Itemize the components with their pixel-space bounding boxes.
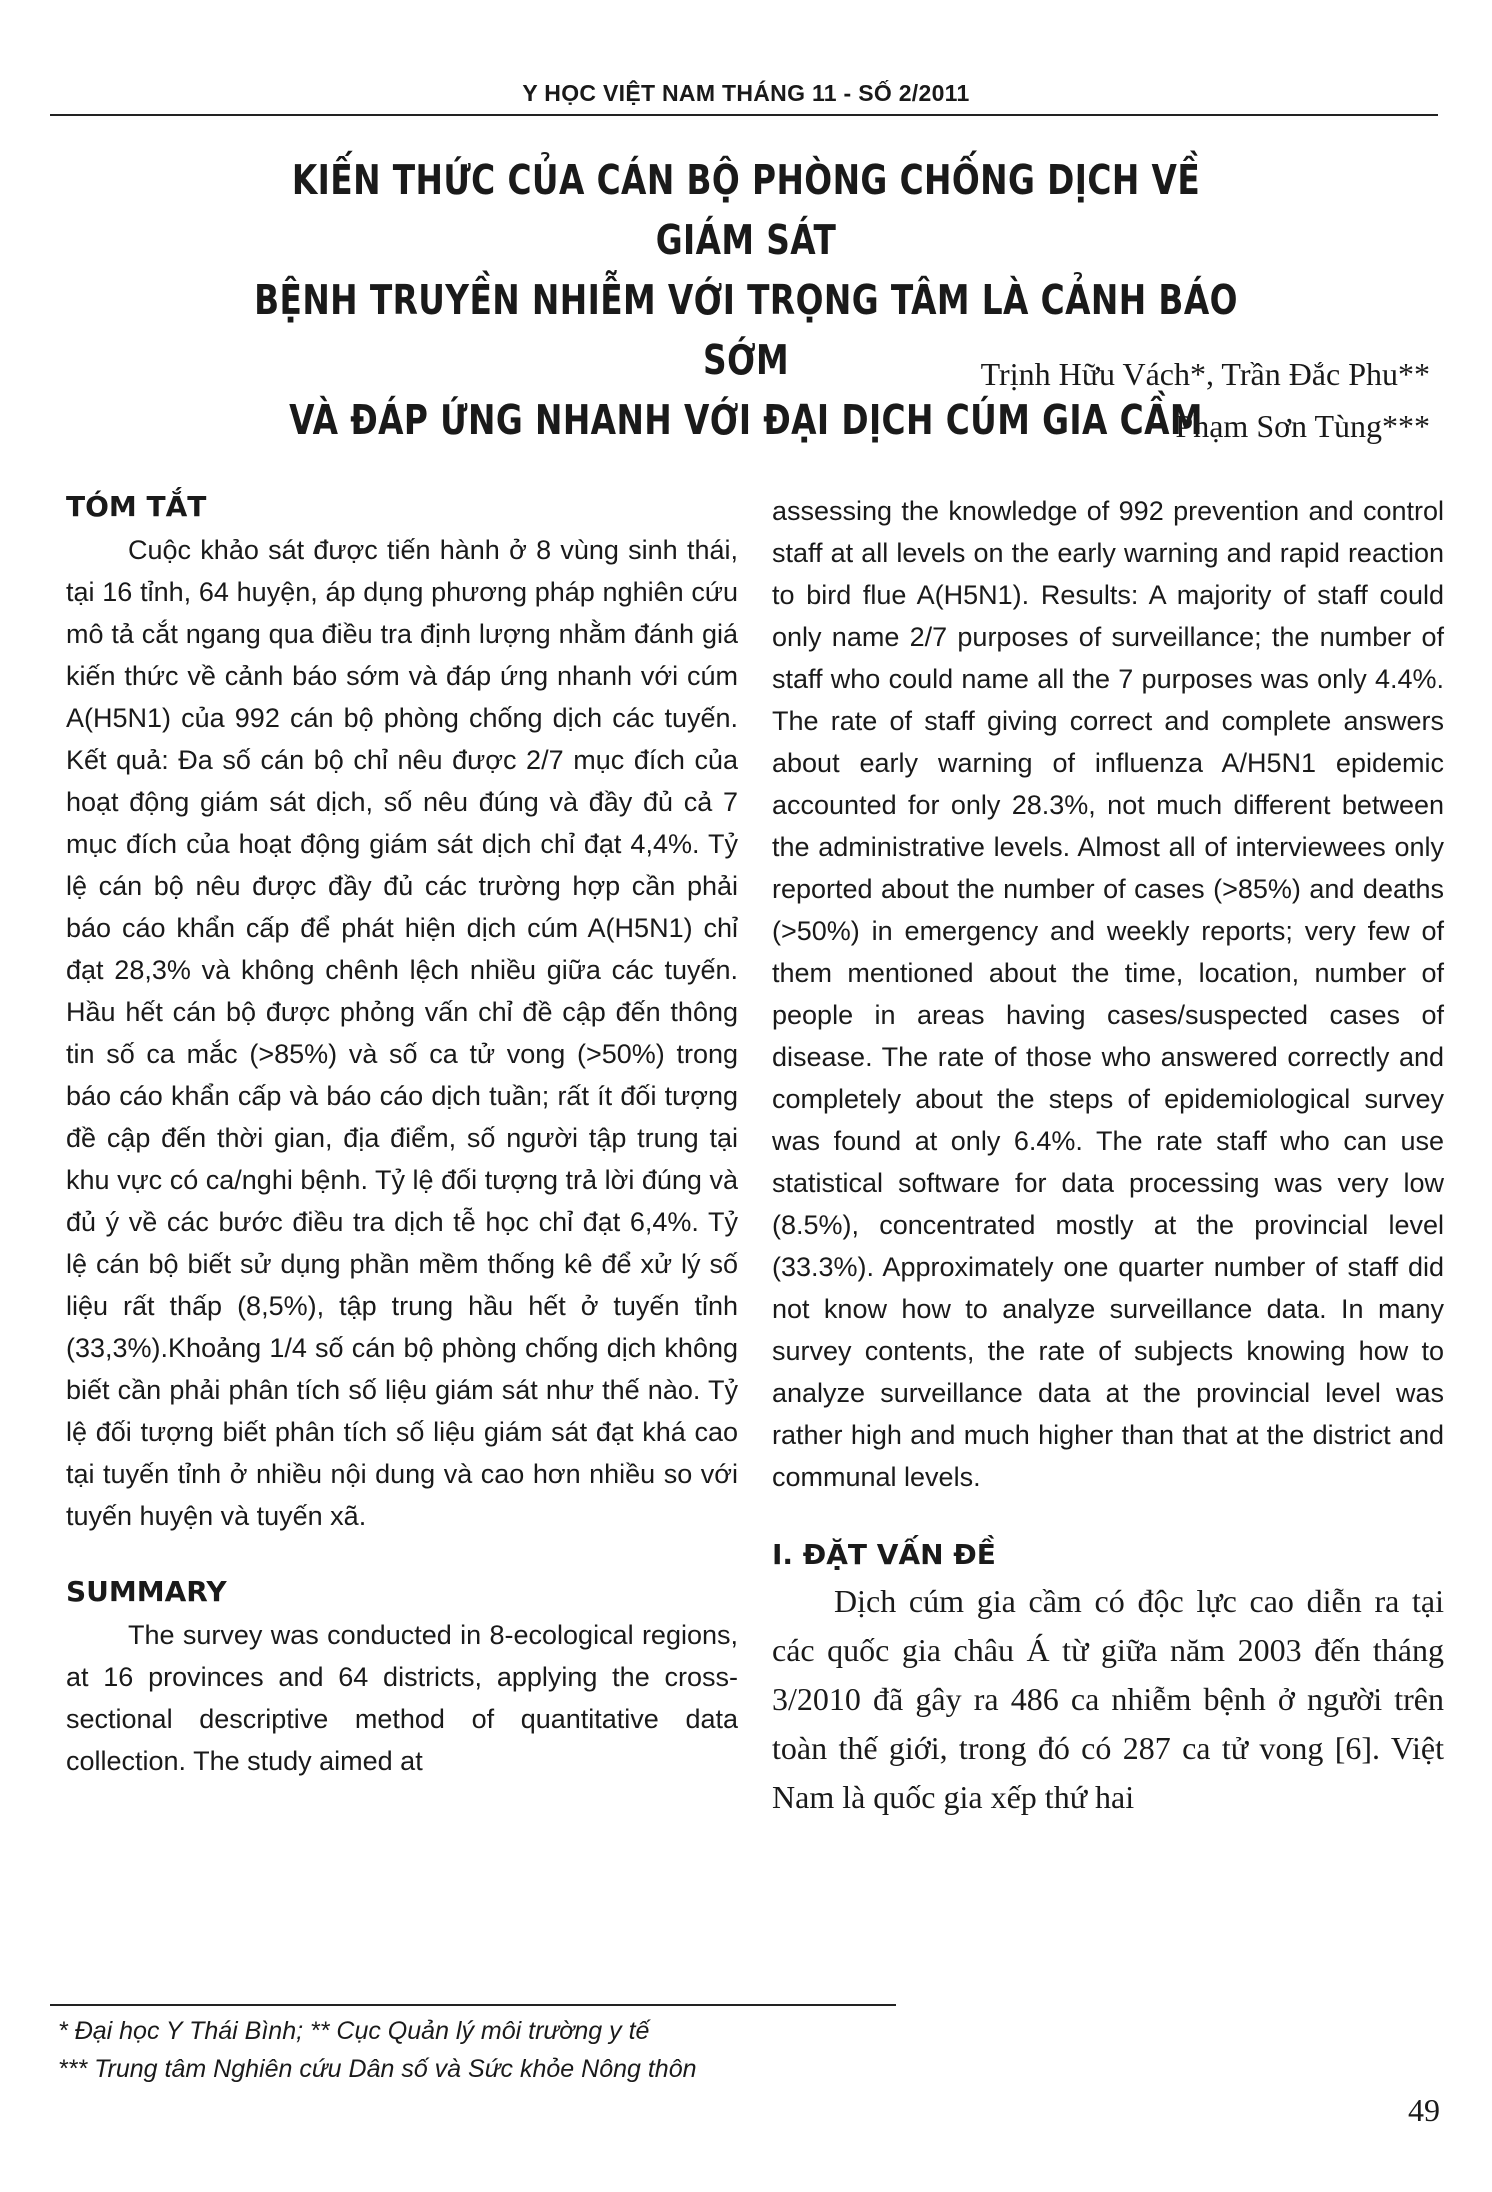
abstract-vi-heading: TÓM TẮT: [66, 490, 207, 523]
header-rule: [50, 114, 1438, 116]
summary-heading: SUMMARY: [66, 1575, 227, 1608]
section-1-text: Dịch cúm gia cầm có độc lực cao diễn ra tại các quốc gia châu Á từ giữa năm 2003 đến tháng 3/2010 đã gây ra 486 ca nhiễm bệnh ở người trên toàn thế giới, trong đó có 287 ca tử vong [6]. Việt Nam là quốc gia xếp thứ hai: [772, 1583, 1444, 1815]
title-line-3: VÀ ĐÁP ỨNG NHANH VỚI ĐẠI DỊCH CÚM GIA CẦM: [289, 396, 1203, 444]
authors: [981, 348, 1430, 452]
title-line-2: BỆNH TRUYỀN NHIỄM VỚI TRỌNG TÂM LÀ CẢNH BÁO SỚM: [254, 276, 1238, 384]
footnote-2: *** Trung tâm Nghiên cứu Dân số và Sức khỏe Nông thôn: [58, 2055, 697, 2083]
authors-line-1: Trịnh Hữu Vách*, Trần Đắc Phu**: [980, 356, 1430, 392]
section-1-heading: I. ĐẶT VẤN ĐỀ: [772, 1538, 996, 1571]
page-number: 49: [1408, 2092, 1440, 2128]
left-column: [66, 490, 738, 1782]
summary-text-left: The survey was conducted in 8-ecological regions, at 16 provinces and 64 districts, applying the cross-sectional descriptive method of quantitative data collection. The study aimed at: [66, 1620, 738, 1776]
title-line-1: KIẾN THỨC CỦA CÁN BỘ PHÒNG CHỐNG DỊCH VỀ GIÁM SÁT: [291, 156, 1201, 264]
right-column: [772, 490, 1444, 1822]
footnotes: [58, 2012, 697, 2088]
footnote-1: * Đại học Y Thái Bình; ** Cục Quản lý môi trường y tế: [58, 2017, 650, 2045]
abstract-vi-text: Cuộc khảo sát được tiến hành ở 8 vùng sinh thái, tại 16 tỉnh, 64 huyện, áp dụng phương pháp nghiên cứu mô tả cắt ngang qua điều tra định lượng nhằm đánh giá kiến thức về cảnh báo sớm và đáp ứng nhanh với cúm A(H5N1) của 992 cán bộ phòng chống dịch các tuyến. Kết quả: Đa số cán bộ chỉ nêu được 2/7 mục đích của hoạt động giám sát dịch, số nêu đúng và đầy đủ cả 7 mục đích của hoạt động giám sát dịch chỉ đạt 4,4%. Tỷ lệ cán bộ nêu được đầy đủ các trường hợp cần phải báo cáo khẩn cấp để phát hiện dịch cúm A(H5N1) chỉ đạt 28,3% và không chênh lệch nhiều giữa các tuyến. Hầu hết cán bộ được phỏng vấn chỉ đề cập đến thông tin số ca mắc (>85%) và số ca tử vong (>50%) trong báo cáo khẩn cấp và báo cáo dịch tuần; rất ít đối tượng đề cập đến thời gian, địa điểm, số người tập trung tại khu vực có ca/nghi bệnh. Tỷ lệ đối tượng trả lời đúng và đủ ý về các bước điều tra dịch tễ học chỉ đạt 6,4%. Tỷ lệ cán bộ biết sử dụng phần mềm thống kê để xử lý số liệu rất thấp (8,5%), tập trung hầu hết ở tuyến tỉnh (33,3%).Khoảng 1/4 số cán bộ phòng chống dịch không biết cần phải phân tích số liệu giám sát như thế nào. Tỷ lệ đối tượng biết phân tích số liệu giám sát đạt khá cao tại tuyến tỉnh ở nhiều nội dung và cao hơn nhiều so với tuyến huyện và tuyến xã.: [66, 535, 738, 1531]
summary-text-right: assessing the knowledge of 992 prevention and control staff at all levels on the early warning and rapid reaction to bird flue A(H5N1). Results: A majority of staff could only name 2/7 purposes of surveillance; the number of staff who could name all the 7 purposes was only 4.4%. The rate of staff giving correct and complete answers about early warning of influenza A/H5N1 epidemic accounted for only 28.3%, not much different between the administrative levels. Almost all of interviewees only reported about the number of cases (>85%) and deaths (>50%) in emergency and weekly reports; very few of them mentioned about the time, location, number of people in areas having cases/suspected cases of disease. The rate of those who answered correctly and completely about the steps of epidemiological survey was found at only 6.4%. The rate staff who can use statistical software for data processing was very low (8.5%), concentrated mostly at the provincial level (33.3%). Approximately one quarter number of staff did not know how to analyze surveillance data. In many survey contents, the rate of subjects knowing how to analyze surveillance data at the provincial level was rather high and much higher than that at the district and communal levels.: [772, 496, 1444, 1492]
journal-header: Y HỌC VIỆT NAM THÁNG 11 - SỐ 2/2011: [522, 80, 970, 106]
authors-line-2: Phạm Sơn Tùng***: [1175, 408, 1430, 444]
footnote-rule: [50, 2004, 896, 2006]
